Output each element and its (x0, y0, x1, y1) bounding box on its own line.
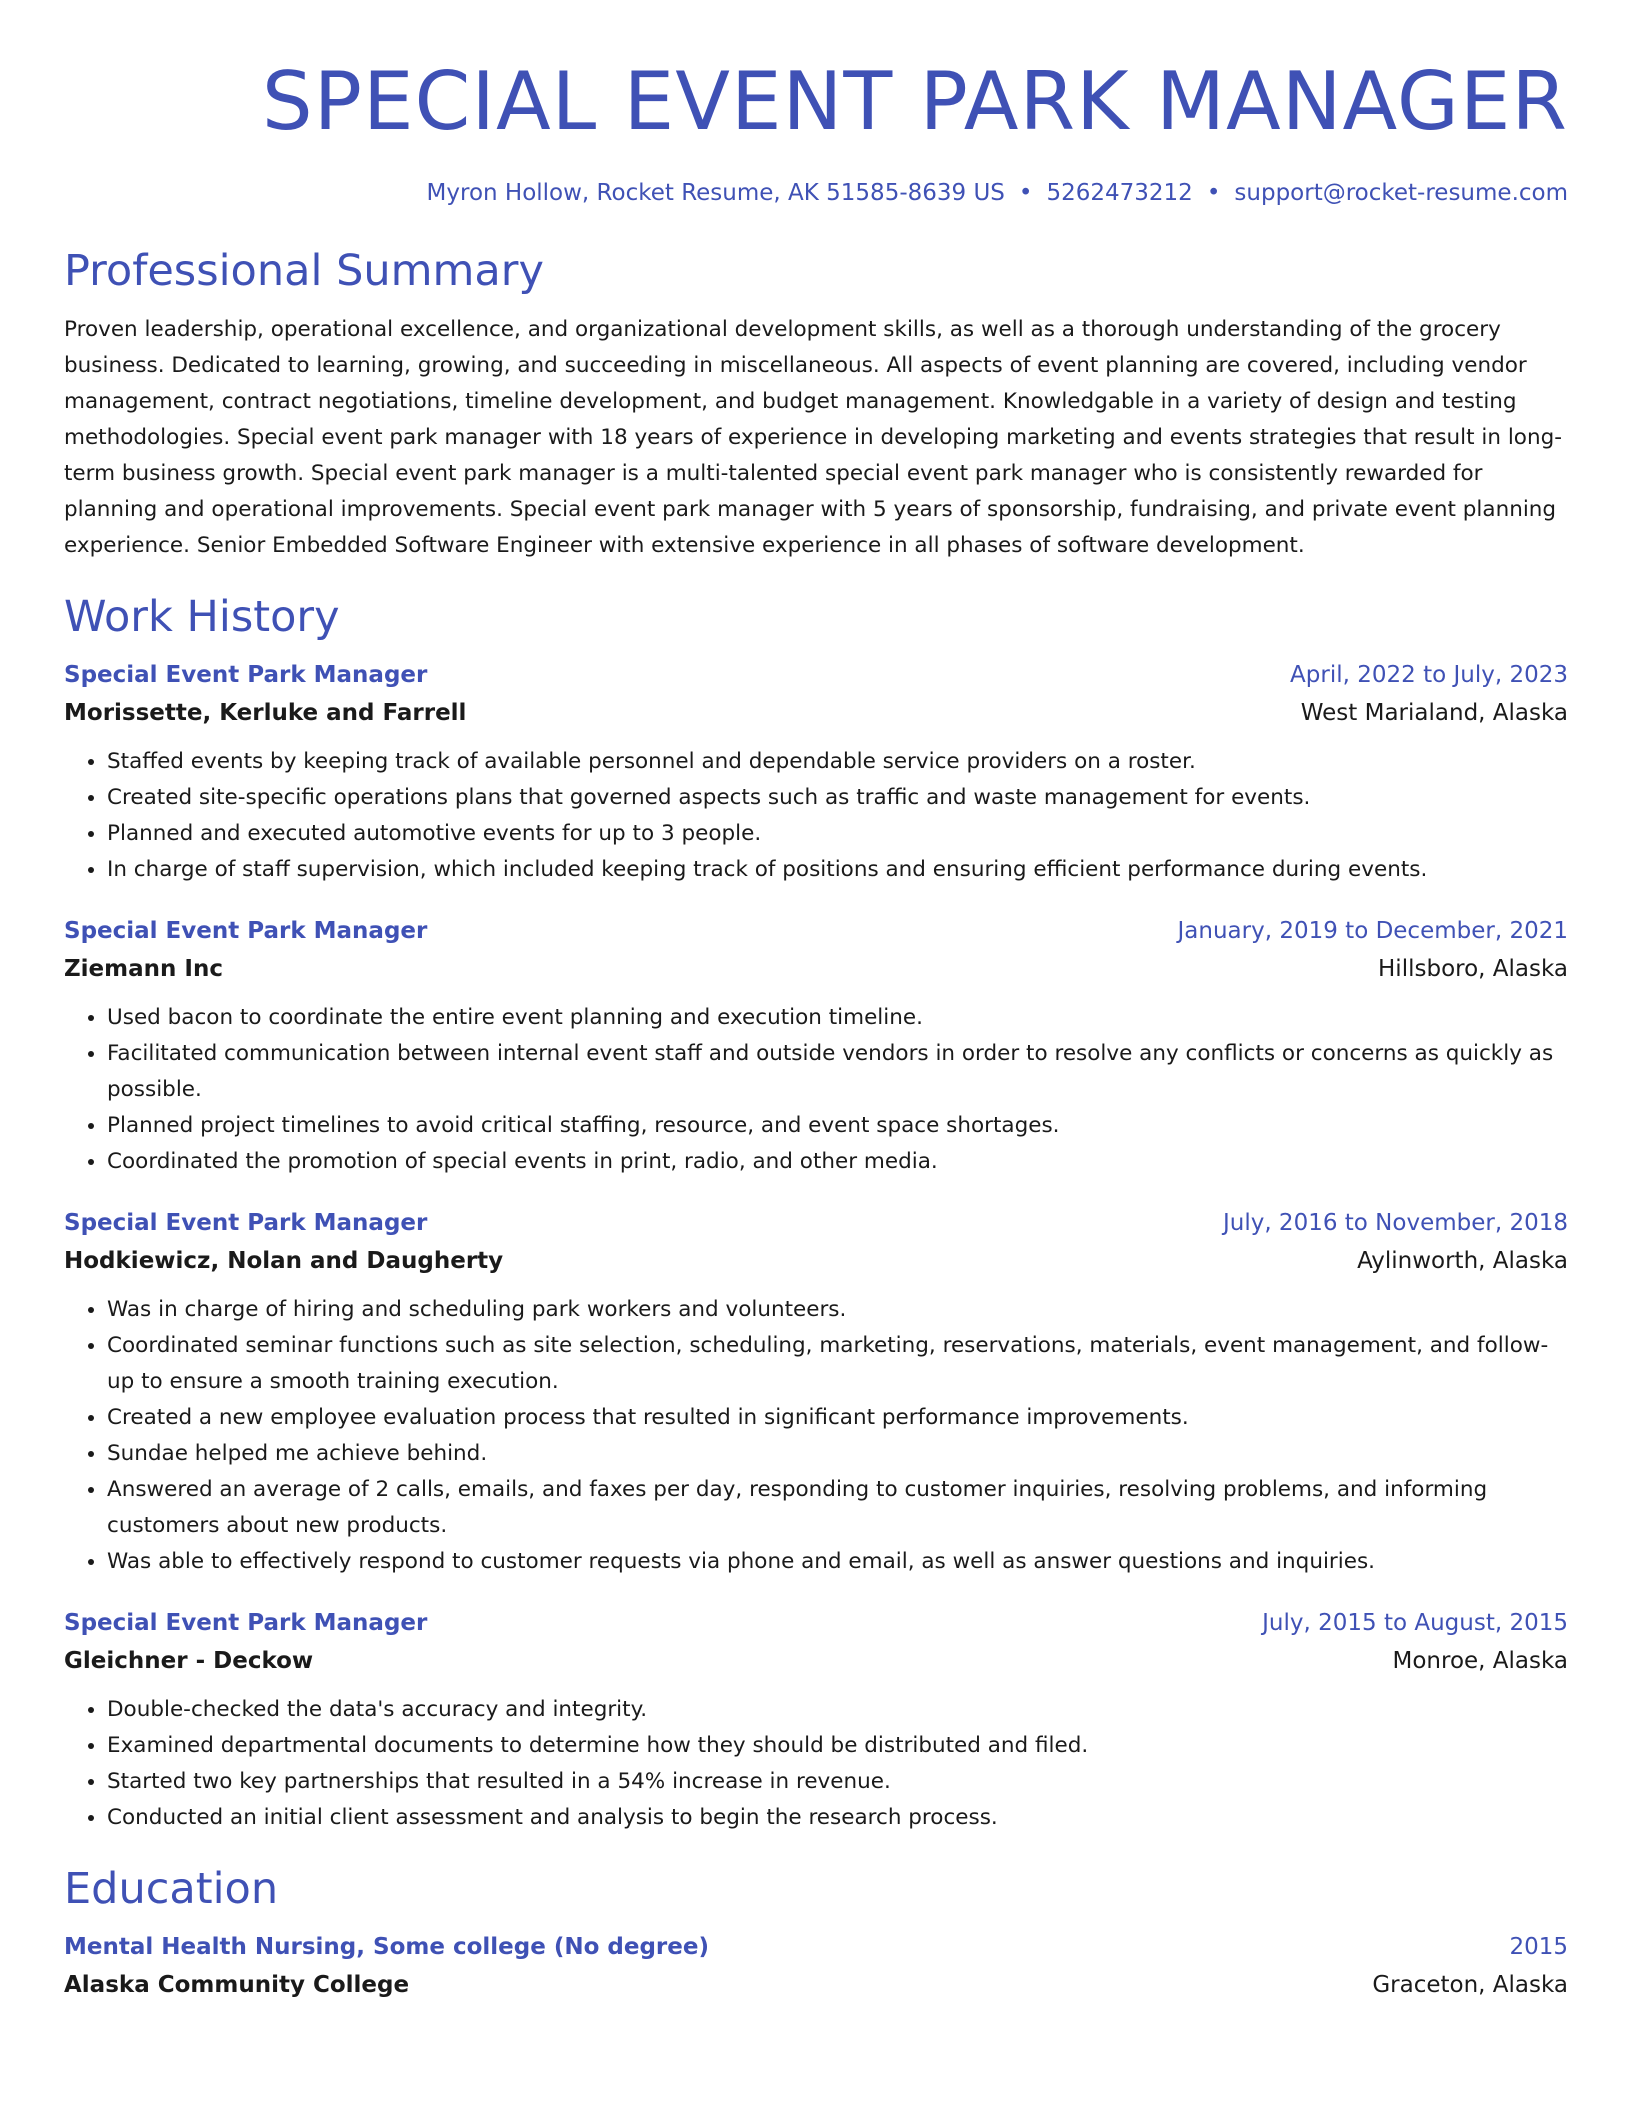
job-bullet: • Staffed events by keeping track of available personnel and dependable service providers on a roster. (107, 744, 1568, 780)
section-title-summary: Professional Summary (64, 246, 544, 296)
job-company: Morissette, Kerluke and Farrell (64, 700, 467, 726)
professional-summary-section (64, 244, 1568, 564)
job-role: Special Event Park Manager (64, 1210, 428, 1236)
section-title-education: Education (64, 1864, 279, 1914)
job-entry (64, 1204, 1568, 1580)
job-dates: July, 2015 to August, 2015 (1262, 1610, 1568, 1636)
job-header-row (64, 912, 1568, 950)
job-bullet: • Planned and executed automotive events for up to 3 people. (107, 816, 1568, 852)
job-bullet: • Created a new employee evaluation process that resulted in significant performance improvements. (107, 1400, 1568, 1436)
education-section (64, 1862, 1568, 2004)
education-school-row (64, 1966, 1568, 2004)
job-dates: April, 2022 to July, 2023 (1290, 662, 1568, 688)
job-location: Monroe, Alaska (1392, 1648, 1568, 1674)
job-header-row (64, 656, 1568, 694)
job-bullet: • Examined departmental documents to determine how they should be distributed and filed. (107, 1728, 1568, 1764)
job-location: West Marialand, Alaska (1300, 700, 1568, 726)
job-role: Special Event Park Manager (64, 1610, 428, 1636)
contact-phone: 5262473212 (1046, 180, 1193, 206)
job-company-row (64, 950, 1568, 988)
job-entry (64, 656, 1568, 888)
job-bullets (64, 1292, 1568, 1580)
job-bullet: • Answered an average of 2 calls, emails, and faxes per day, responding to customer inquiries, resolving problems, and informing customers about new products. (107, 1472, 1568, 1544)
job-bullets (64, 744, 1568, 888)
summary-text: Proven leadership, operational excellence, and organizational development skills, as well as a thorough understanding of the grocery business. Dedicated to learning, growing, and succeeding in miscellaneous. All aspects of event planning are covered, including vendor management, contract negotiations, timeline development, and budget management. Knowledgable in a variety of design and testing methodologies. Special event park manager with 18 years of experience in developing marketing and events strategies that result in long-term business growth. Special event park manager is a multi-talented special event park manager who is consistently rewarded for planning and operational improvements. Special event park manager with 5 years of sponsorship, fundraising, and private event planning experience. Senior Embedded Software Engineer with extensive experience in all phases of software development. (64, 317, 1562, 558)
job-bullet: • Coordinated seminar functions such as site selection, scheduling, marketing, reservations, materials, event management, and follow-up to ensure a smooth training execution. (107, 1328, 1568, 1400)
job-company-row (64, 1642, 1568, 1680)
job-company-row (64, 694, 1568, 732)
job-dates: January, 2019 to December, 2021 (1177, 918, 1568, 944)
job-bullet: • Used bacon to coordinate the entire event planning and execution timeline. (107, 1000, 1568, 1036)
job-company: Ziemann Inc (64, 956, 223, 982)
job-dates: July, 2016 to November, 2018 (1222, 1210, 1568, 1236)
job-bullets (64, 1692, 1568, 1836)
job-bullet: • Was able to effectively respond to customer requests via phone and email, as well as answer questions and inquiries. (107, 1544, 1568, 1580)
job-company: Gleichner - Deckow (64, 1648, 314, 1674)
education-header-row (64, 1928, 1568, 1966)
job-bullet: • Sundae helped me achieve behind. (107, 1436, 1568, 1472)
job-bullet: • Double-checked the data's accuracy and integrity. (107, 1692, 1568, 1728)
education-degree: Mental Health Nursing, Some college (No degree) (64, 1934, 709, 1960)
job-role: Special Event Park Manager (64, 662, 428, 688)
contact-separator: • (1206, 180, 1221, 206)
job-bullet: • Was in charge of hiring and scheduling park workers and volunteers. (107, 1292, 1568, 1328)
job-bullet: • Coordinated the promotion of special events in print, radio, and other media. (107, 1144, 1568, 1180)
job-bullet: • Facilitated communication between internal event staff and outside vendors in order to resolve any conflicts or concerns as quickly as possible. (107, 1036, 1568, 1108)
education-location: Graceton, Alaska (1372, 1972, 1568, 1998)
contact-separator: • (1018, 180, 1033, 206)
job-header-row (64, 1604, 1568, 1642)
resume-page (64, 0, 1568, 2112)
candidate-title: SPECIAL EVENT PARK MANAGER (261, 55, 1568, 148)
job-location: Hillsboro, Alaska (1378, 956, 1568, 982)
job-bullet: • Planned project timelines to avoid critical staffing, resource, and event space shortages. (107, 1108, 1568, 1144)
job-company-row (64, 1242, 1568, 1280)
job-bullet: • Started two key partnerships that resulted in a 54% increase in revenue. (107, 1764, 1568, 1800)
work-history-section (64, 590, 1568, 1836)
job-bullets (64, 1000, 1568, 1180)
contact-line (64, 178, 1568, 208)
job-entry (64, 912, 1568, 1180)
job-bullet: • Conducted an initial client assessment and analysis to begin the research process. (107, 1800, 1568, 1836)
education-year: 2015 (1509, 1934, 1568, 1960)
job-entry (64, 1604, 1568, 1836)
resume-header (64, 0, 1568, 208)
section-title-work-history: Work History (64, 592, 340, 642)
job-company: Hodkiewicz, Nolan and Daugherty (64, 1248, 504, 1274)
job-role: Special Event Park Manager (64, 918, 428, 944)
job-header-row (64, 1204, 1568, 1242)
contact-email: support@rocket-resume.com (1234, 180, 1568, 206)
education-list (64, 1928, 1568, 2004)
job-bullet: • In charge of staff supervision, which included keeping track of positions and ensuring efficient performance during events. (107, 852, 1568, 888)
education-entry (64, 1928, 1568, 2004)
job-location: Aylinworth, Alaska (1357, 1248, 1568, 1274)
job-list (64, 656, 1568, 1836)
contact-address: Myron Hollow, Rocket Resume, AK 51585-8639 US (426, 180, 1005, 206)
job-bullet: • Created site-specific operations plans that governed aspects such as traffic and waste management for events. (107, 780, 1568, 816)
education-school: Alaska Community College (64, 1972, 410, 1998)
